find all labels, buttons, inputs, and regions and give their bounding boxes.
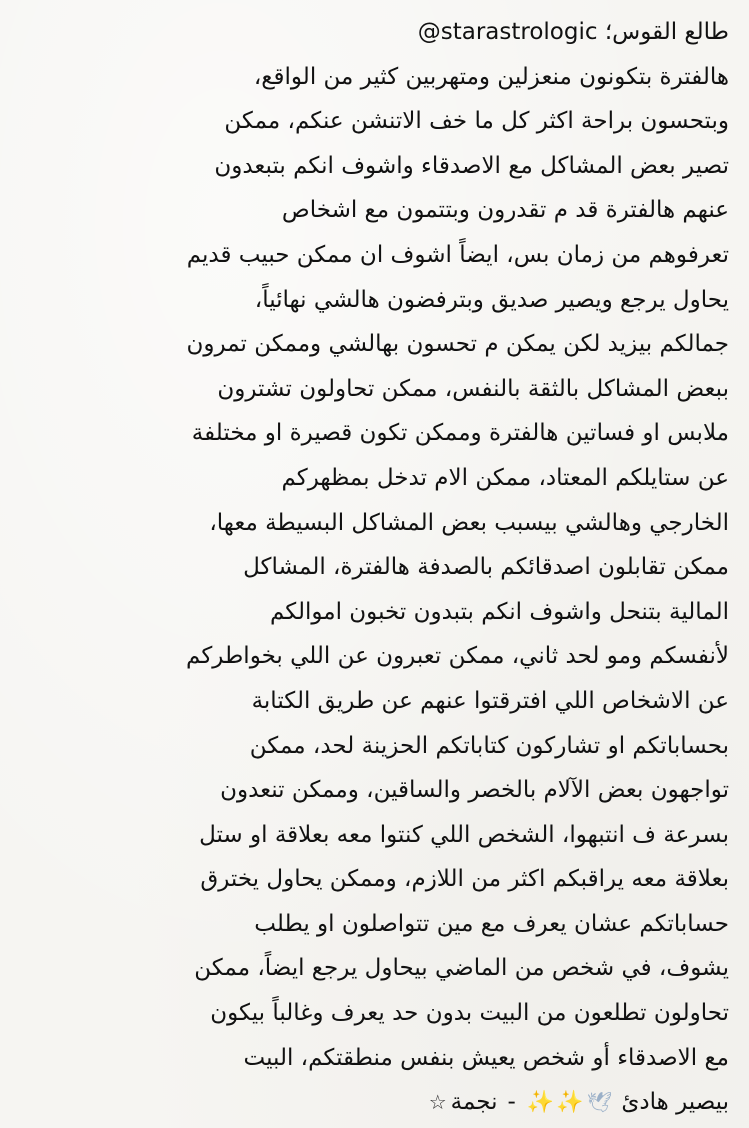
note-line: تواجهون بعض الآلام بالخصر والساقين، وممكن تنعدون — [220, 777, 729, 804]
note-title: طالع القوس؛ — [604, 19, 729, 45]
signature: نجمة — [450, 1089, 498, 1116]
note-line: عن ستايلكم المعتاد، ممكن الام تدخل بمظهركم — [281, 464, 729, 491]
note-line: ممكن تقابلون اصدقائكم بالصدفة هالفترة، المشاكل — [243, 554, 729, 581]
note-line: تحاولون تطلعون من البيت بدون حد يعرف وغالباً بيكون — [210, 1000, 729, 1027]
dove-icon: 🕊 — [586, 1090, 613, 1115]
note-last-line — [13, 1080, 729, 1125]
account-handle: @starastrologic — [417, 19, 598, 45]
note-line: عن الاشخاص اللي افترقتوا عنهم عن طريق الكتابة — [251, 687, 729, 714]
star-outline-icon: ☆ — [428, 1090, 447, 1115]
note-line: مع الاصدقاء أو شخص يعيش بنفس منطقتكم، البيت — [243, 1044, 729, 1071]
note-line: حساباتكم عشان يعرف مع مين تتواصلون او يطلب — [254, 910, 729, 937]
note-line: وبتحسون براحة اكثر كل ما خف الاتنشن عنكم، ممكن — [224, 108, 729, 135]
note-line: المالية بتنحل واشوف انكم بتبدون تخبون اموالكم — [269, 598, 729, 625]
note-line: بعلاقة معه يراقبكم اكثر من اللازم، وممكن يحاول يخترق — [200, 866, 729, 893]
note-line: عنهم هالفترة قد م تقدرون وبتتمون مع اشخاص — [281, 197, 729, 224]
last-line-text: بيصير هادئ — [621, 1089, 729, 1116]
note-line: بحساباتكم او تشاركون كتاباتكم الحزينة لحد، ممكن — [249, 732, 729, 759]
separator-dash: - — [507, 1089, 516, 1116]
note-line: هالفترة بتكونون منعزلين ومتهربين كثير من الواقع، — [253, 63, 729, 90]
note-line: يشوف، في شخص من الماضي بيحاول يرجع ايضاً، ممكن — [194, 955, 729, 982]
note-line: يحاول يرجع ويصير صديق وبترفضون هالشي نهائياً، — [254, 286, 729, 313]
note-line: ببعض المشاكل بالثقة بالنفس، ممكن تحاولون تشترون — [217, 375, 729, 402]
note-line: جمالكم بيزيد لكن يمكن م تحسون بهالشي وممكن تمرون — [186, 331, 729, 358]
note-line: الخارجي وهالشي بيسبب بعض المشاكل البسيطة معها، — [209, 509, 729, 536]
horoscope-note — [13, 10, 729, 1125]
sparkle-icon: ✨ — [556, 1090, 584, 1116]
sparkle-icon: ✨ — [526, 1090, 555, 1116]
note-heading-line — [13, 10, 729, 55]
note-line: بسرعة ف انتبهوا، الشخص اللي كنتوا معه بعلاقة او ستل — [199, 821, 729, 848]
note-line: تصير بعض المشاكل مع الاصدقاء واشوف انكم بتبعدون — [214, 152, 729, 179]
note-line: لأنفسكم ومو لحد ثاني، ممكن تعبرون عن اللي بخواطركم — [186, 643, 729, 670]
note-line: ملابس او فساتين هالفترة وممكن تكون قصيرة او مختلفة — [191, 420, 729, 447]
note-line: تعرفوهم من زمان بس، ايضاً اشوف ان ممكن حبيب قديم — [186, 241, 729, 268]
